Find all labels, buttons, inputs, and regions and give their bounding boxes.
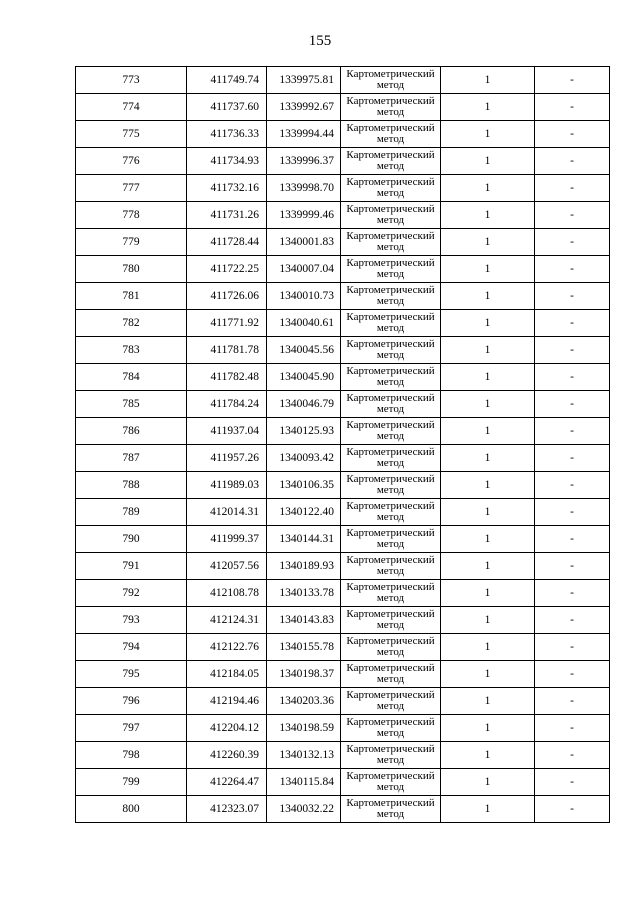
cell-note: -	[535, 634, 610, 661]
cell-point-number: 790	[76, 526, 187, 553]
table-row	[76, 688, 610, 715]
cell-coord-x: 411734.93	[187, 148, 267, 175]
cell-accuracy: 1	[441, 526, 535, 553]
cell-accuracy: 1	[441, 337, 535, 364]
cell-point-number: 791	[76, 553, 187, 580]
cell-coord-x: 412264.47	[187, 769, 267, 796]
table-body	[76, 67, 610, 823]
cell-method: Картометрический метод	[341, 337, 441, 364]
cell-accuracy: 1	[441, 391, 535, 418]
cell-point-number: 794	[76, 634, 187, 661]
cell-coord-x: 412108.78	[187, 580, 267, 607]
cell-note: -	[535, 580, 610, 607]
table-row	[76, 283, 610, 310]
cell-point-number: 775	[76, 121, 187, 148]
cell-point-number: 781	[76, 283, 187, 310]
cell-accuracy: 1	[441, 175, 535, 202]
cell-point-number: 774	[76, 94, 187, 121]
cell-method: Картометрический метод	[341, 661, 441, 688]
cell-note: -	[535, 661, 610, 688]
table-row	[76, 661, 610, 688]
cell-coord-x: 411989.03	[187, 472, 267, 499]
cell-coord-x: 411726.06	[187, 283, 267, 310]
cell-note: -	[535, 553, 610, 580]
cell-coord-x: 412260.39	[187, 742, 267, 769]
cell-note: -	[535, 607, 610, 634]
cell-coord-y: 1340106.35	[267, 472, 341, 499]
table-row	[76, 580, 610, 607]
cell-accuracy: 1	[441, 499, 535, 526]
table-row	[76, 229, 610, 256]
cell-note: -	[535, 337, 610, 364]
cell-coord-y: 1340155.78	[267, 634, 341, 661]
cell-point-number: 796	[76, 688, 187, 715]
cell-method: Картометрический метод	[341, 391, 441, 418]
cell-note: -	[535, 283, 610, 310]
cell-note: -	[535, 742, 610, 769]
cell-coord-x: 411737.60	[187, 94, 267, 121]
cell-note: -	[535, 94, 610, 121]
cell-note: -	[535, 418, 610, 445]
cell-method: Картометрический метод	[341, 175, 441, 202]
cell-coord-x: 411749.74	[187, 67, 267, 94]
cell-coord-x: 411784.24	[187, 391, 267, 418]
cell-accuracy: 1	[441, 553, 535, 580]
cell-coord-y: 1340045.56	[267, 337, 341, 364]
cell-accuracy: 1	[441, 715, 535, 742]
cell-accuracy: 1	[441, 148, 535, 175]
cell-note: -	[535, 715, 610, 742]
cell-coord-y: 1339975.81	[267, 67, 341, 94]
page-number: 155	[308, 33, 332, 49]
cell-accuracy: 1	[441, 418, 535, 445]
cell-coord-y: 1340189.93	[267, 553, 341, 580]
cell-note: -	[535, 796, 610, 823]
cell-point-number: 800	[76, 796, 187, 823]
table-row	[76, 634, 610, 661]
cell-point-number: 795	[76, 661, 187, 688]
cell-coord-x: 412194.46	[187, 688, 267, 715]
cell-coord-y: 1340125.93	[267, 418, 341, 445]
cell-accuracy: 1	[441, 607, 535, 634]
cell-note: -	[535, 688, 610, 715]
table-row	[76, 499, 610, 526]
cell-note: -	[535, 391, 610, 418]
cell-method: Картометрический метод	[341, 688, 441, 715]
table-row	[76, 94, 610, 121]
cell-coord-y: 1340115.84	[267, 769, 341, 796]
cell-method: Картометрический метод	[341, 796, 441, 823]
cell-note: -	[535, 121, 610, 148]
cell-note: -	[535, 175, 610, 202]
cell-coord-x: 412014.31	[187, 499, 267, 526]
cell-method: Картометрический метод	[341, 283, 441, 310]
cell-coord-y: 1340122.40	[267, 499, 341, 526]
cell-note: -	[535, 256, 610, 283]
cell-accuracy: 1	[441, 661, 535, 688]
cell-method: Картометрический метод	[341, 94, 441, 121]
cell-accuracy: 1	[441, 256, 535, 283]
cell-note: -	[535, 499, 610, 526]
cell-method: Картометрический метод	[341, 634, 441, 661]
table-row	[76, 418, 610, 445]
cell-coord-x: 411731.26	[187, 202, 267, 229]
cell-point-number: 776	[76, 148, 187, 175]
cell-accuracy: 1	[441, 202, 535, 229]
cell-accuracy: 1	[441, 580, 535, 607]
cell-method: Картометрический метод	[341, 580, 441, 607]
cell-note: -	[535, 67, 610, 94]
cell-coord-y: 1339994.44	[267, 121, 341, 148]
cell-note: -	[535, 310, 610, 337]
table-row	[76, 607, 610, 634]
cell-coord-x: 411999.37	[187, 526, 267, 553]
cell-note: -	[535, 445, 610, 472]
cell-coord-x: 411728.44	[187, 229, 267, 256]
cell-accuracy: 1	[441, 364, 535, 391]
cell-note: -	[535, 202, 610, 229]
cell-note: -	[535, 148, 610, 175]
cell-method: Картометрический метод	[341, 553, 441, 580]
cell-coord-x: 411732.16	[187, 175, 267, 202]
cell-accuracy: 1	[441, 688, 535, 715]
cell-coord-x: 411957.26	[187, 445, 267, 472]
cell-point-number: 798	[76, 742, 187, 769]
cell-coord-y: 1340132.13	[267, 742, 341, 769]
cell-coord-x: 412204.12	[187, 715, 267, 742]
table-row	[76, 256, 610, 283]
cell-coord-y: 1340001.83	[267, 229, 341, 256]
cell-method: Картометрический метод	[341, 310, 441, 337]
table-row	[76, 121, 610, 148]
cell-note: -	[535, 472, 610, 499]
cell-coord-y: 1340198.37	[267, 661, 341, 688]
table-row	[76, 526, 610, 553]
cell-coord-y: 1340144.31	[267, 526, 341, 553]
cell-method: Картометрический метод	[341, 364, 441, 391]
cell-coord-y: 1340133.78	[267, 580, 341, 607]
cell-accuracy: 1	[441, 742, 535, 769]
cell-coord-y: 1340046.79	[267, 391, 341, 418]
cell-coord-x: 412124.31	[187, 607, 267, 634]
cell-coord-y: 1340045.90	[267, 364, 341, 391]
cell-coord-y: 1340093.42	[267, 445, 341, 472]
cell-coord-x: 411781.78	[187, 337, 267, 364]
cell-note: -	[535, 526, 610, 553]
cell-coord-y: 1340007.04	[267, 256, 341, 283]
cell-method: Картометрический метод	[341, 742, 441, 769]
cell-point-number: 785	[76, 391, 187, 418]
cell-coord-y: 1339996.37	[267, 148, 341, 175]
cell-point-number: 779	[76, 229, 187, 256]
cell-point-number: 792	[76, 580, 187, 607]
cell-accuracy: 1	[441, 283, 535, 310]
cell-coord-x: 411771.92	[187, 310, 267, 337]
table-row	[76, 364, 610, 391]
cell-method: Картометрический метод	[341, 121, 441, 148]
cell-coord-x: 411937.04	[187, 418, 267, 445]
cell-accuracy: 1	[441, 445, 535, 472]
cell-method: Картометрический метод	[341, 445, 441, 472]
table-row	[76, 175, 610, 202]
table-row	[76, 769, 610, 796]
cell-coord-x: 412323.07	[187, 796, 267, 823]
cell-method: Картометрический метод	[341, 526, 441, 553]
cell-coord-x: 411782.48	[187, 364, 267, 391]
cell-accuracy: 1	[441, 67, 535, 94]
cell-method: Картометрический метод	[341, 148, 441, 175]
cell-method: Картометрический метод	[341, 607, 441, 634]
cell-coord-y: 1340143.83	[267, 607, 341, 634]
cell-method: Картометрический метод	[341, 256, 441, 283]
cell-accuracy: 1	[441, 472, 535, 499]
cell-point-number: 789	[76, 499, 187, 526]
table-row	[76, 67, 610, 94]
cell-method: Картометрический метод	[341, 769, 441, 796]
cell-accuracy: 1	[441, 121, 535, 148]
cell-method: Картометрический метод	[341, 472, 441, 499]
table-row	[76, 445, 610, 472]
table-row	[76, 742, 610, 769]
cell-point-number: 780	[76, 256, 187, 283]
cell-method: Картометрический метод	[341, 67, 441, 94]
cell-accuracy: 1	[441, 796, 535, 823]
cell-method: Картометрический метод	[341, 715, 441, 742]
cell-method: Картометрический метод	[341, 202, 441, 229]
table-row	[76, 553, 610, 580]
cell-note: -	[535, 364, 610, 391]
cell-coord-y: 1339992.67	[267, 94, 341, 121]
cell-accuracy: 1	[441, 634, 535, 661]
cell-coord-y: 1340203.36	[267, 688, 341, 715]
cell-coord-y: 1340198.59	[267, 715, 341, 742]
cell-point-number: 783	[76, 337, 187, 364]
table-row	[76, 202, 610, 229]
cell-note: -	[535, 769, 610, 796]
cell-point-number: 777	[76, 175, 187, 202]
cell-coord-x: 412057.56	[187, 553, 267, 580]
cell-point-number: 773	[76, 67, 187, 94]
table-row	[76, 796, 610, 823]
cell-point-number: 778	[76, 202, 187, 229]
cell-method: Картометрический метод	[341, 499, 441, 526]
table-row	[76, 337, 610, 364]
cell-point-number: 786	[76, 418, 187, 445]
table-row	[76, 472, 610, 499]
cell-point-number: 782	[76, 310, 187, 337]
coordinates-table	[75, 66, 610, 823]
cell-coord-x: 411722.25	[187, 256, 267, 283]
cell-accuracy: 1	[441, 310, 535, 337]
cell-accuracy: 1	[441, 769, 535, 796]
cell-point-number: 788	[76, 472, 187, 499]
cell-note: -	[535, 229, 610, 256]
cell-method: Картометрический метод	[341, 229, 441, 256]
cell-coord-y: 1340010.73	[267, 283, 341, 310]
table-row	[76, 391, 610, 418]
cell-point-number: 787	[76, 445, 187, 472]
cell-accuracy: 1	[441, 94, 535, 121]
cell-coord-y: 1339998.70	[267, 175, 341, 202]
cell-coord-y: 1340032.22	[267, 796, 341, 823]
cell-coord-x: 412184.05	[187, 661, 267, 688]
cell-point-number: 784	[76, 364, 187, 391]
cell-coord-y: 1339999.46	[267, 202, 341, 229]
table-row	[76, 310, 610, 337]
cell-point-number: 799	[76, 769, 187, 796]
table-row	[76, 715, 610, 742]
cell-point-number: 797	[76, 715, 187, 742]
cell-coord-y: 1340040.61	[267, 310, 341, 337]
cell-point-number: 793	[76, 607, 187, 634]
cell-coord-x: 411736.33	[187, 121, 267, 148]
table-row	[76, 148, 610, 175]
cell-coord-x: 412122.76	[187, 634, 267, 661]
cell-accuracy: 1	[441, 229, 535, 256]
cell-method: Картометрический метод	[341, 418, 441, 445]
